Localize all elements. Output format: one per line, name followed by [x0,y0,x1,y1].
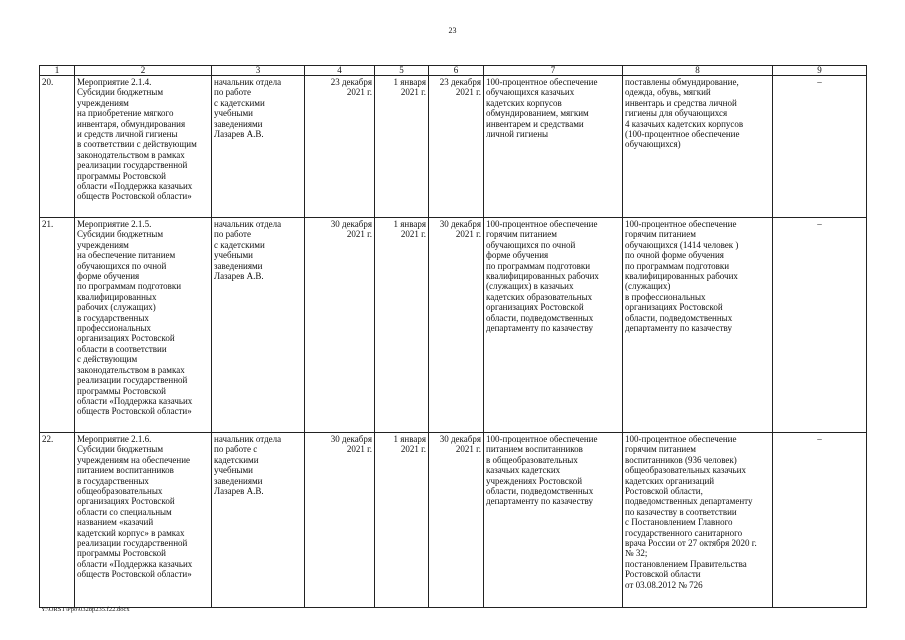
table-row [40,433,867,608]
date-cell: 30 декабря 2021 г. [305,433,375,608]
column-header: 4 [305,66,375,76]
actual-result-cell: 100-процентное обеспечение горячим питанием воспитанников (936 человек) общеобразовательных казачьих кадетских организаций Ростовской области, подведомственных департаменту по казачеству в соответствии с Постановлением Главного государственного санитарного врача России от 27 октября 2020 г. № 32; постановлением Правительства Ростовской области от 03.08.2012 № 726 [623,433,773,608]
expected-result-cell: 100-процентное обеспечение обучающихся казачьих кадетских корпусов обмундированием, мягким инвентарем и средствами личной гигиены [484,76,623,218]
note-cell: – [773,76,867,218]
column-header: 6 [429,66,484,76]
event-cell: Мероприятие 2.1.5. Субсидии бюджетным учреждениям на обеспечение питанием обучающихся по очной форме обучения по программам подготовки квалифицированных рабочих (служащих) в государственных профессиональных организациях Ростовской области в соответствии с действующим законодательством в рамках реализации государственной программы Ростовской области «Поддержка казачьих обществ Ростовской области» [75,218,212,433]
event-cell: Мероприятие 2.1.4. Субсидии бюджетным учреждениям на приобретение мягкого инвентаря, обмундирования и средств личной гигиены в соответствии с действующим законодательством в рамках реализации государственной программы Ростовской области «Поддержка казачьих обществ Ростовской области» [75,76,212,218]
responsible-cell: начальник отдела по работе с кадетскими учебными заведениями Лазарев А.В. [212,433,305,608]
page-number: 23 [448,26,457,35]
note-cell: – [773,433,867,608]
expected-result-cell: 100-процентное обеспечение горячим питанием обучающихся по очной форме обучения по программам подготовки квалифицированных рабочих (служащих) в казачьих кадетских образовательных организациях Ростовской области, подведомственных департаменту по казачеству [484,218,623,433]
table-header-row [40,66,867,76]
actual-result-cell: 100-процентное обеспечение горячим питанием обучающихся (1414 человек ) по очной форме обучения по программам подготовки квалифицированных рабочих (служащих) в профессиональных организациях Ростовской области, подведомственных департаменту по казачеству [623,218,773,433]
date-cell: 30 декабря 2021 г. [429,218,484,433]
column-header: 5 [375,66,429,76]
column-header: 2 [75,66,212,76]
expected-result-cell: 100-процентное обеспечение питанием воспитанников в общеобразовательных казачьих кадетских учреждениях Ростовской области, подведомственных департаменту по казачеству [484,433,623,608]
date-cell: 1 января 2021 г. [375,218,429,433]
column-header: 3 [212,66,305,76]
table-row [40,76,867,218]
event-cell: Мероприятие 2.1.6. Субсидии бюджетным учреждениям на обеспечение питанием воспитанников в государственных общеобразовательных организациях Ростовской области со специальным названием «казачий кадетский корпус» в рамках реализации государственной программы Ростовской области «Поддержка казачьих обществ Ростовской области» [75,433,212,608]
file-path-footer: Y:\ORST\Ppo\0328p235.f22.docx [41,606,130,613]
row-number: 22. [40,433,75,608]
date-cell: 1 января 2021 г. [375,76,429,218]
row-number: 21. [40,218,75,433]
row-number: 20. [40,76,75,218]
column-header: 9 [773,66,867,76]
column-header: 8 [623,66,773,76]
column-header: 1 [40,66,75,76]
plan-table [39,65,867,608]
responsible-cell: начальник отдела по работе с кадетскими учебными заведениями Лазарев А.В. [212,218,305,433]
date-cell: 30 декабря 2021 г. [305,218,375,433]
actual-result-cell: поставлены обмундирование, одежда, обувь, мягкий инвентарь и средства личной гигиены для обучающихся 4 казачьих кадетских корпусов (100-процентное обеспечение обучающихся) [623,76,773,218]
note-cell: – [773,218,867,433]
column-header: 7 [484,66,623,76]
date-cell: 1 января 2021 г. [375,433,429,608]
date-cell: 30 декабря 2021 г. [429,433,484,608]
responsible-cell: начальник отдела по работе с кадетскими учебными заведениями Лазарев А.В. [212,76,305,218]
date-cell: 23 декабря 2021 г. [429,76,484,218]
table-row [40,218,867,433]
date-cell: 23 декабря 2021 г. [305,76,375,218]
